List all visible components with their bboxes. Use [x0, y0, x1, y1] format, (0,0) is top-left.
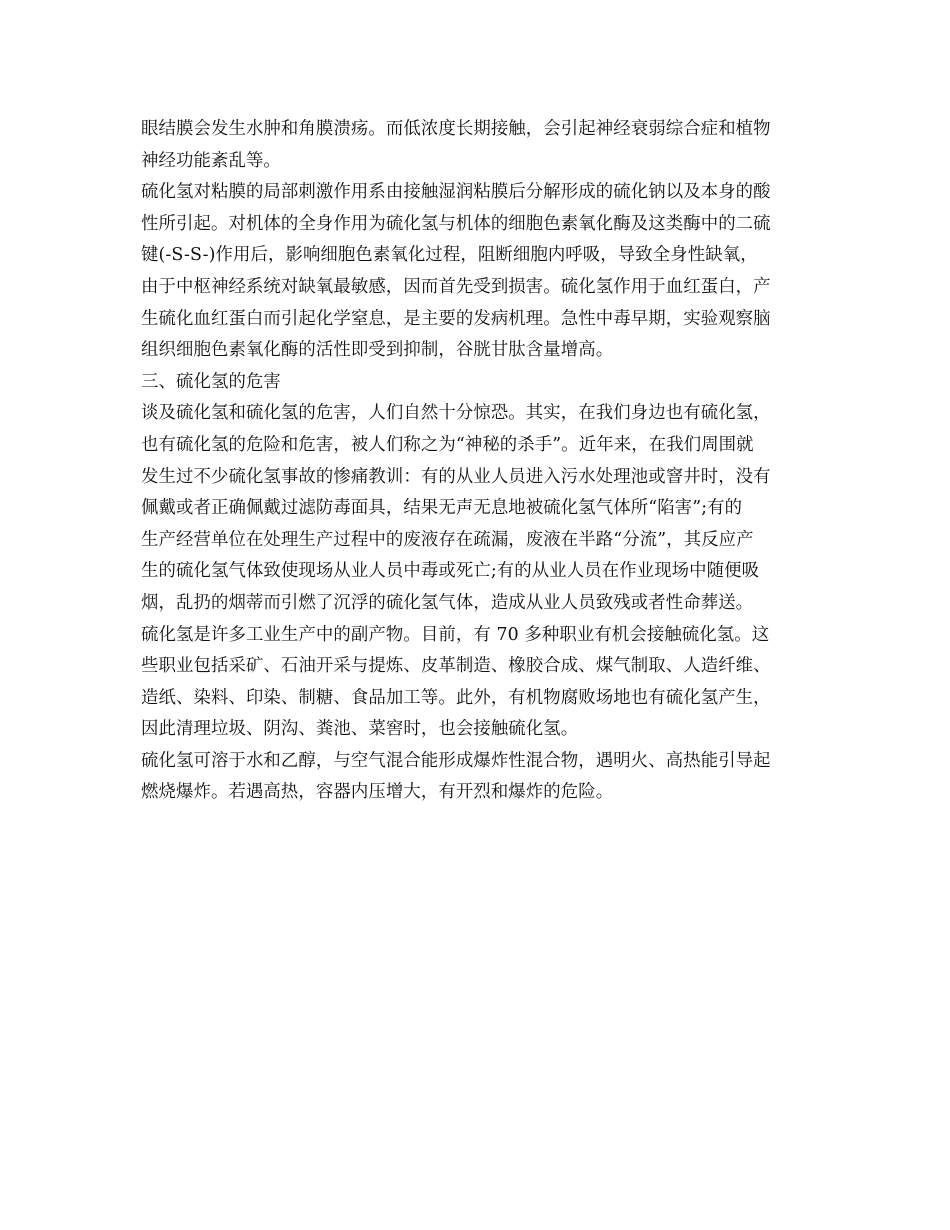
text-line: 也有硫化氢的危险和危害，被人们称之为“神秘的杀手”。近年来，在我们周围就: [141, 434, 754, 455]
paragraph-eye-damage: [141, 114, 813, 177]
text-line: 神经功能紊乱等。: [141, 150, 281, 171]
text-line: 造纸、染料、印染、制糖、食品加工等。此外，有机物腐败场地也有硫化氢产生，: [141, 687, 771, 708]
text-line: 眼结膜会发生水肿和角膜溃疡。而低浓度长期接触，会引起神经衰弱综合症和植物: [141, 119, 771, 139]
text-line: 性所引起。对机体的全身作用为硫化氢与机体的细胞色素氧化酶及这类酶中的二硫: [141, 213, 771, 234]
paragraph-industrial-sources: [141, 620, 813, 746]
text-line: 由于中枢神经系统对缺氧最敏感，因而首先受到损害。硫化氢作用于血红蛋白，产: [141, 276, 771, 297]
text-line: 生硫化血红蛋白而引起化学窒息，是主要的发病机理。急性中毒早期，实验观察脑: [141, 308, 771, 329]
text-line: 烟，乱扔的烟蒂而引燃了沉浮的硫化氢气体，造成从业人员致残或者性命葬送。: [141, 592, 754, 613]
text-line: 发生过不少硫化氢事故的惨痛教训：有的从业人员进入污水处理池或窨井时，没有: [141, 466, 771, 487]
text-line: 组织细胞色素氧化酶的活性即受到抑制，谷胱甘肽含量增高。: [141, 340, 614, 361]
paragraph-mechanism: [141, 177, 813, 367]
text-line: 硫化氢对粘膜的局部刺激作用系由接触湿润粘膜后分解形成的硫化钠以及本身的酸: [141, 182, 771, 203]
text-line: 硫化氢可溶于水和乙醇，与空气混合能形成爆炸性混合物，遇明火、高热能引导起: [141, 750, 771, 771]
paragraph-hazards: [141, 398, 813, 619]
document-page: [141, 114, 813, 809]
text-line: 谈及硫化氢和硫化氢的危害，人们自然十分惊恐。其实，在我们身边也有硫化氢，: [141, 403, 771, 424]
text-line: 生产经营单位在处理生产过程中的废液存在疏漏，废液在半路“分流”，其反应产: [141, 529, 754, 550]
section-heading-text: 三、硫化氢的危害: [141, 371, 281, 392]
text-line: 生的硫化氢气体致使现场从业人员中毒或死亡;有的从业人员在作业现场中随便吸: [141, 561, 760, 582]
paragraph-explosion-risk: [141, 746, 813, 809]
text-line: 佩戴或者正确佩戴过滤防毒面具，结果无声无息地被硫化氢气体所“陷害”;有的: [141, 498, 743, 519]
text-line: 硫化氢是许多工业生产中的副产物。目前，有 70 多种职业有机会接触硫化氢。这: [141, 624, 770, 645]
text-line: 因此清理垃圾、阴沟、粪池、菜窖时，也会接触硫化氢。: [141, 719, 579, 740]
text-line: 键(-S-S-)作用后，影响细胞色素氧化过程，阻断细胞内呼吸，导致全身性缺氧，: [141, 245, 758, 266]
text-line: 燃烧爆炸。若遇高热，容器内压增大，有开烈和爆炸的危险。: [141, 782, 614, 803]
section-heading: [141, 367, 813, 399]
text-line: 些职业包括采矿、石油开采与提炼、皮革制造、橡胶合成、煤气制取、人造纤维、: [141, 656, 771, 677]
